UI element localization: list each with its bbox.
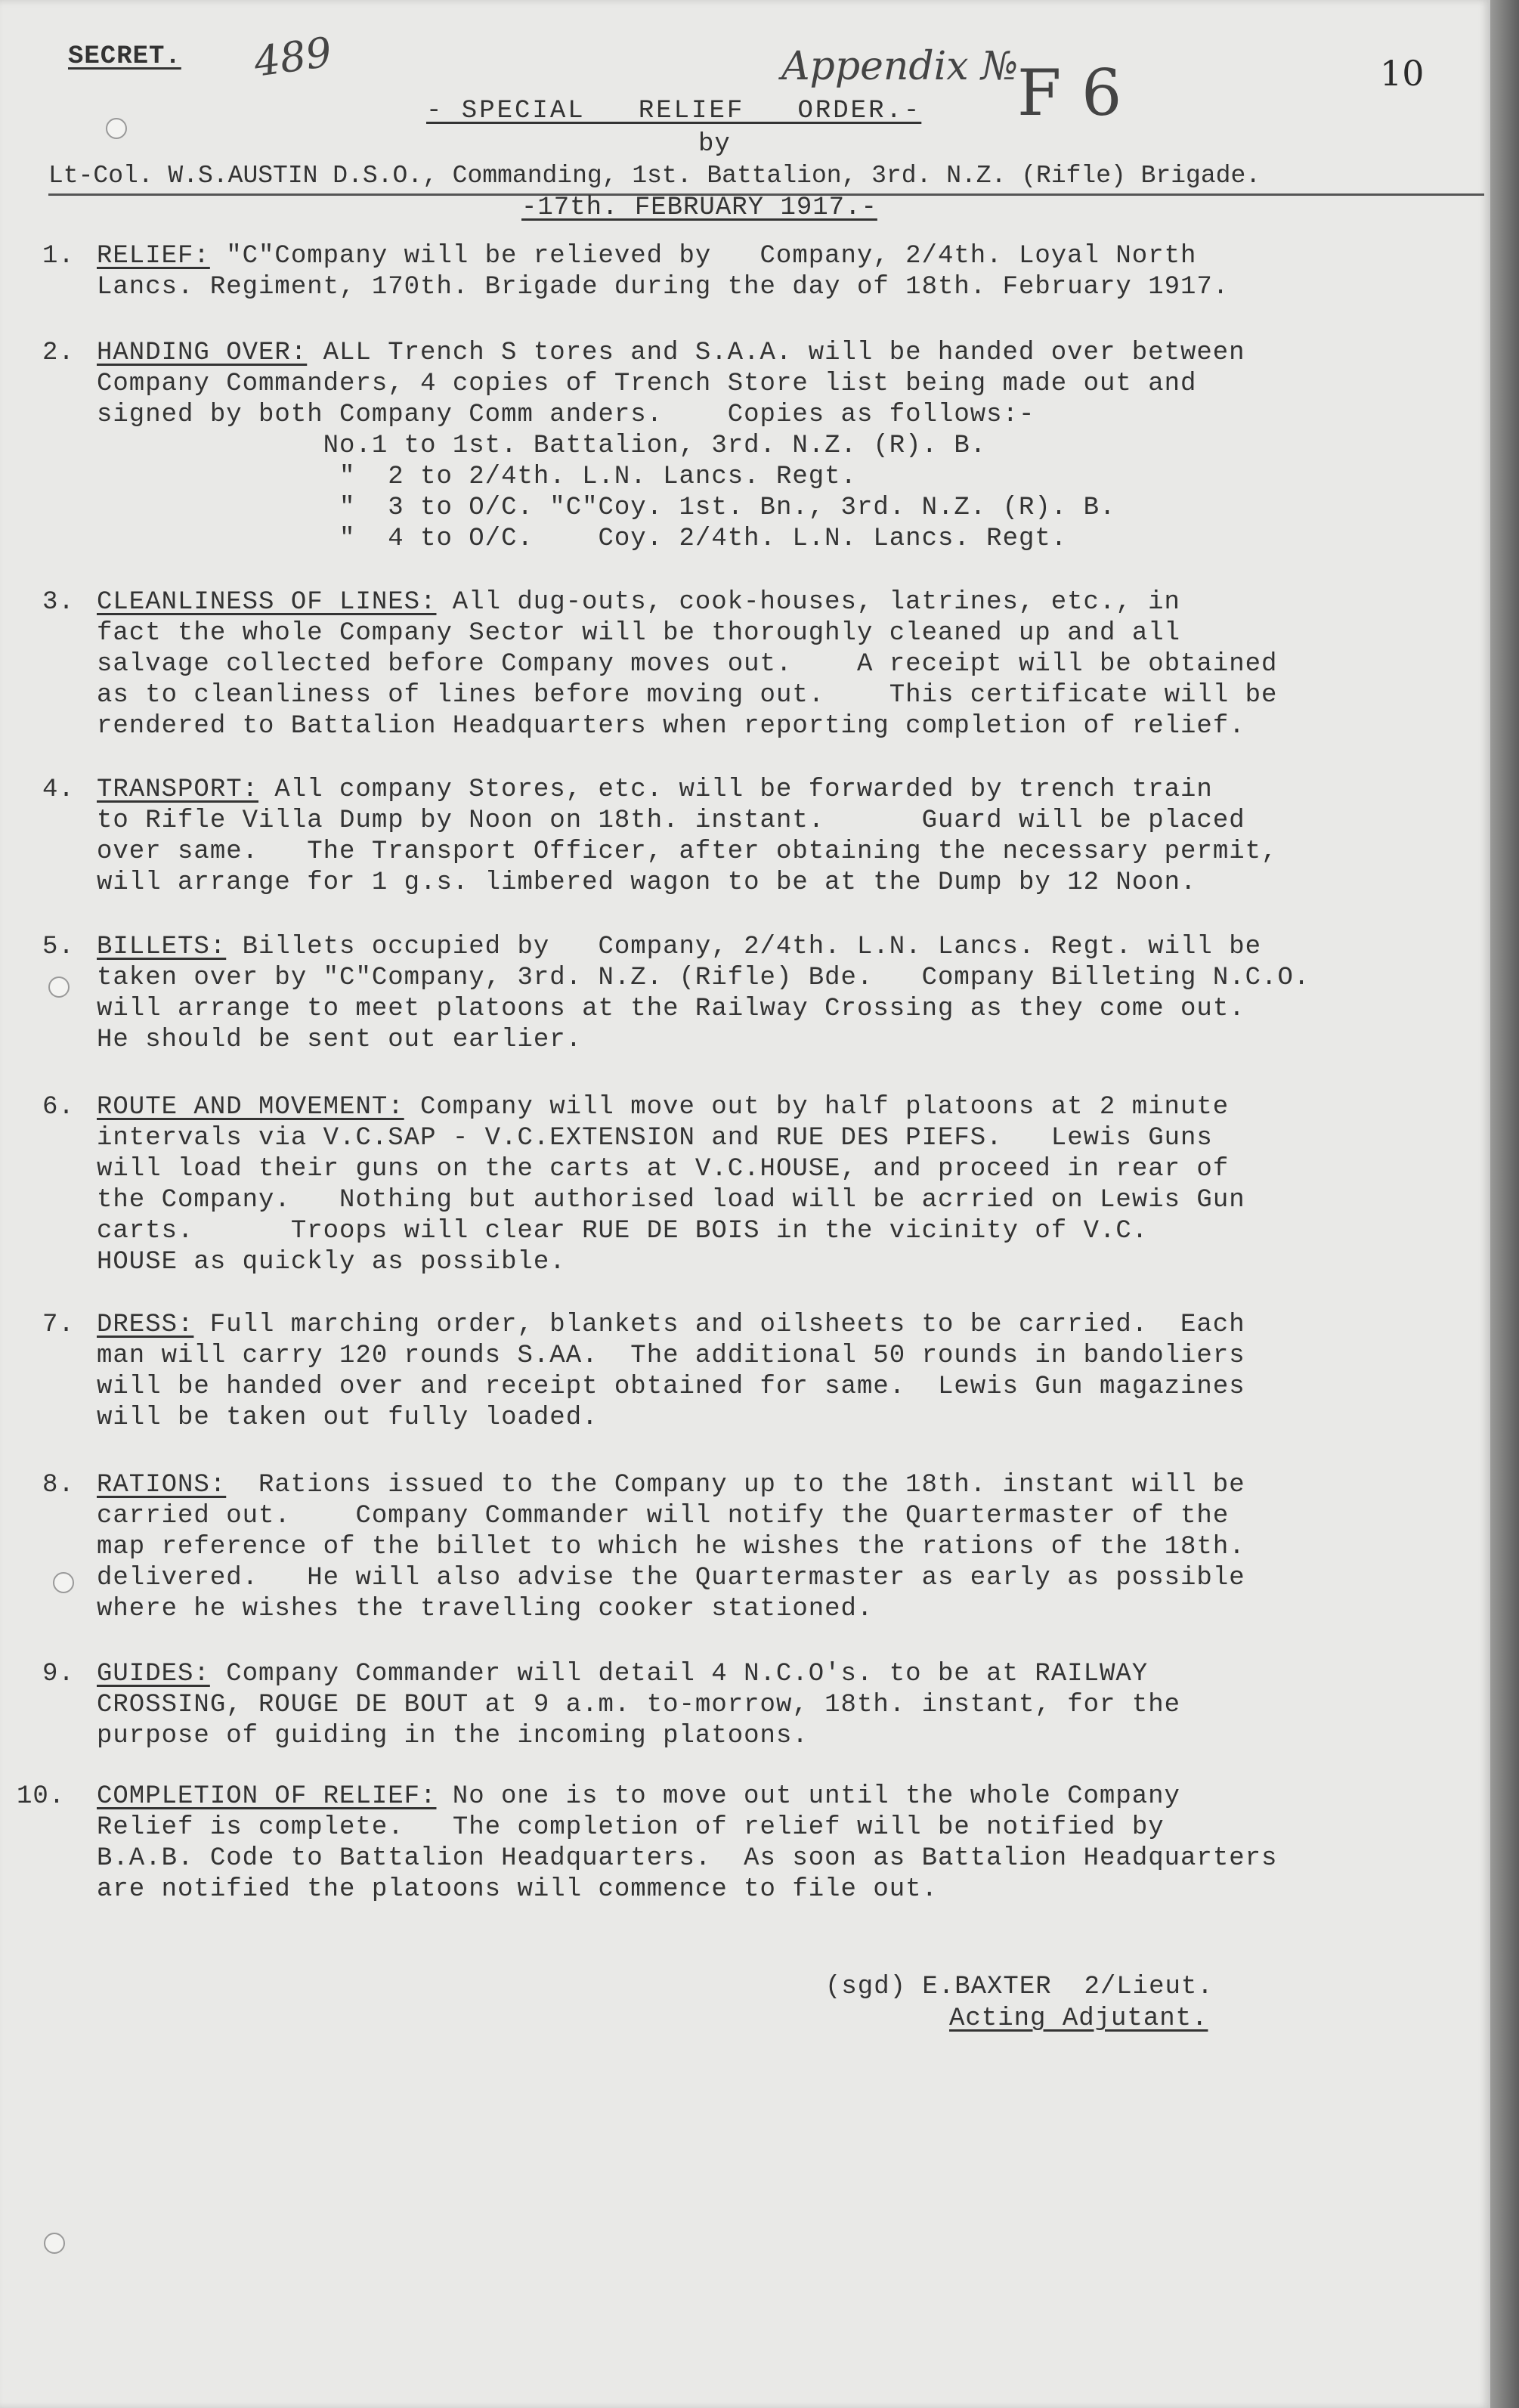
paragraph-line: He should be sent out earlier. [97, 1026, 583, 1054]
paragraph-heading: TRANSPORT: [97, 775, 259, 804]
paragraph-line: No.1 to 1st. Battalion, 3rd. N.Z. (R). B. [97, 432, 987, 460]
paragraph-line: CROSSING, ROUGE DE BOUT at 9 a.m. to-morrow, 18th. instant, for the [97, 1691, 1181, 1719]
paragraph-heading: CLEANLINESS OF LINES: [97, 588, 437, 617]
paragraph-line: Relief is complete. The completion of relief will be notified by [97, 1813, 1165, 1842]
appendix-code: F 6 [1017, 56, 1122, 130]
paragraph-number: 4. [42, 775, 75, 804]
paragraph-heading: BILLETS: [97, 933, 227, 961]
paragraph-number: 7. [42, 1311, 75, 1339]
paragraph-line: Lancs. Regiment, 170th. Brigade during the day of 18th. February 1917. [97, 273, 1230, 302]
paragraph-line: as to cleanliness of lines before moving out. This certificate will be [97, 681, 1278, 710]
paragraph-line: intervals via V.C.SAP - V.C.EXTENSION and RUE DES PIEFS. Lewis Guns [97, 1124, 1213, 1153]
paragraph-line: carts. Troops will clear RUE DE BOIS in the vicinity of V.C. [97, 1217, 1149, 1246]
paragraph-number: 8. [42, 1471, 75, 1500]
paragraph-line: All dug-outs, cook-houses, latrines, etc., in [436, 588, 1180, 617]
paragraph-line: carried out. Company Commander will notify the Quartermaster of the [97, 1502, 1230, 1531]
folio-number-handwritten: 489 [251, 28, 335, 86]
paragraph-number: 10. [17, 1782, 66, 1811]
paragraph-line: salvage collected before Company moves out. A receipt will be obtained [97, 650, 1278, 679]
paragraph-line: will load their guns on the carts at V.C.HOUSE, and proceed in rear of [97, 1155, 1230, 1184]
paragraph-line: "C"Company will be relieved by Company, 2/4th. Loyal North [209, 242, 1197, 271]
paragraph-line: delivered. He will also advise the Quartermaster as early as possible [97, 1564, 1245, 1592]
paragraph-line: map reference of the billet to which he wishes the rations of the 18th. [97, 1533, 1245, 1561]
paragraph-line: will arrange to meet platoons at the Railway Crossing as they come out. [97, 995, 1245, 1023]
paragraph-line: purpose of guiding in the incoming platoons. [97, 1722, 809, 1750]
paragraph-line: will be handed over and receipt obtained for same. Lewis Gun magazines [97, 1373, 1245, 1401]
paragraph-line: Full marching order, blankets and oilsheets to be carried. Each [193, 1311, 1245, 1339]
paragraph-number: 2. [42, 339, 75, 367]
paragraph-line: Company will move out by half platoons at 2 minute [404, 1093, 1230, 1122]
paragraph-line: HOUSE as quickly as possible. [97, 1248, 566, 1277]
paragraph-heading: HANDING OVER: [97, 339, 308, 367]
paragraph-line: rendered to Battalion Headquarters when reporting completion of relief. [97, 712, 1245, 741]
signature-title: Acting Adjutant. [949, 2004, 1208, 2033]
paragraph-line: are notified the platoons will commence to file out. [97, 1875, 938, 1904]
paragraph-heading: GUIDES: [97, 1660, 210, 1688]
paragraph-number: 6. [42, 1093, 75, 1122]
paragraph-line: over same. The Transport Officer, after obtaining the necessary permit, [97, 837, 1278, 866]
paragraph-line: No one is to move out until the whole Company [436, 1782, 1180, 1811]
paragraph-line: Company Commander will detail 4 N.C.O's. to be at RAILWAY [209, 1660, 1149, 1688]
paragraph-line: fact the whole Company Sector will be thoroughly cleaned up and all [97, 619, 1181, 648]
paragraph-line: will be taken out fully loaded. [97, 1404, 599, 1432]
paragraph-number: 9. [42, 1660, 75, 1688]
punch-hole-lower-mid [53, 1572, 74, 1593]
punch-hole-top [106, 118, 127, 139]
paragraph-line: the Company. Nothing but authorised load will be acrried on Lewis Gun [97, 1186, 1245, 1215]
order-title: - SPECIAL RELIEF ORDER.- [426, 97, 922, 125]
paragraph-line: signed by both Company Comm anders. Copies as follows:- [97, 401, 1035, 429]
paragraph-line: where he wishes the travelling cooker stationed. [97, 1595, 874, 1623]
paragraph-heading: DRESS: [97, 1311, 194, 1339]
paragraph-line: B.A.B. Code to Battalion Headquarters. As soon as Battalion Headquarters [97, 1844, 1278, 1873]
order-date: -17th. FEBRUARY 1917.- [521, 193, 877, 222]
paragraph-heading: RELIEF: [97, 242, 210, 271]
paragraph-line: ALL Trench S tores and S.A.A. will be handed over between [307, 339, 1245, 367]
paragraph-line: to Rifle Villa Dump by Noon on 18th. instant. Guard will be placed [97, 806, 1245, 835]
paragraph-line: " 3 to O/C. "C"Coy. 1st. Bn., 3rd. N.Z. (R). B. [97, 494, 1116, 522]
paragraph-number: 1. [42, 242, 75, 271]
classification-label: SECRET. [68, 42, 181, 71]
paragraph-line: taken over by "C"Company, 3rd. N.Z. (Rifle) Bde. Company Billeting N.C.O. [97, 964, 1310, 992]
paragraph-heading: COMPLETION OF RELIEF: [97, 1782, 437, 1811]
paragraph-line: will arrange for 1 g.s. limbered wagon to be at the Dump by 12 Noon. [97, 868, 1197, 897]
paragraph-line: Company Commanders, 4 copies of Trench Store list being made out and [97, 370, 1197, 398]
commanding-officer-line: Lt-Col. W.S.AUSTIN D.S.O., Commanding, 1st. Battalion, 3rd. N.Z. (Rifle) Brigade. [48, 162, 1261, 190]
paragraph-number: 3. [42, 588, 75, 617]
punch-hole-bottom [44, 2233, 65, 2254]
punch-hole-upper-mid [48, 977, 70, 998]
paragraph-line: " 2 to 2/4th. L.N. Lancs. Regt. [97, 463, 857, 491]
paragraph-line: Rations issued to the Company up to the 18th. instant will be [226, 1471, 1245, 1500]
page-edge-shadow [1490, 0, 1519, 2408]
paragraph-line: All company Stores, etc. will be forwarded by trench train [258, 775, 1213, 804]
page-number: 10 [1380, 53, 1425, 94]
appendix-label: Appendix № [781, 44, 1019, 89]
paragraph-heading: RATIONS: [97, 1471, 227, 1500]
order-by: by [698, 130, 731, 159]
paragraph-number: 5. [42, 933, 75, 961]
paragraph-line: " 4 to O/C. Coy. 2/4th. L.N. Lancs. Regt. [97, 525, 1068, 553]
paragraph-line: man will carry 120 rounds S.AA. The additional 50 rounds in bandoliers [97, 1342, 1245, 1370]
signature-name: (sgd) E.BAXTER 2/Lieut. [825, 1973, 1214, 2001]
paragraph-line: Billets occupied by Company, 2/4th. L.N. Lancs. Regt. will be [226, 933, 1261, 961]
paragraph-heading: ROUTE AND MOVEMENT: [97, 1093, 404, 1122]
